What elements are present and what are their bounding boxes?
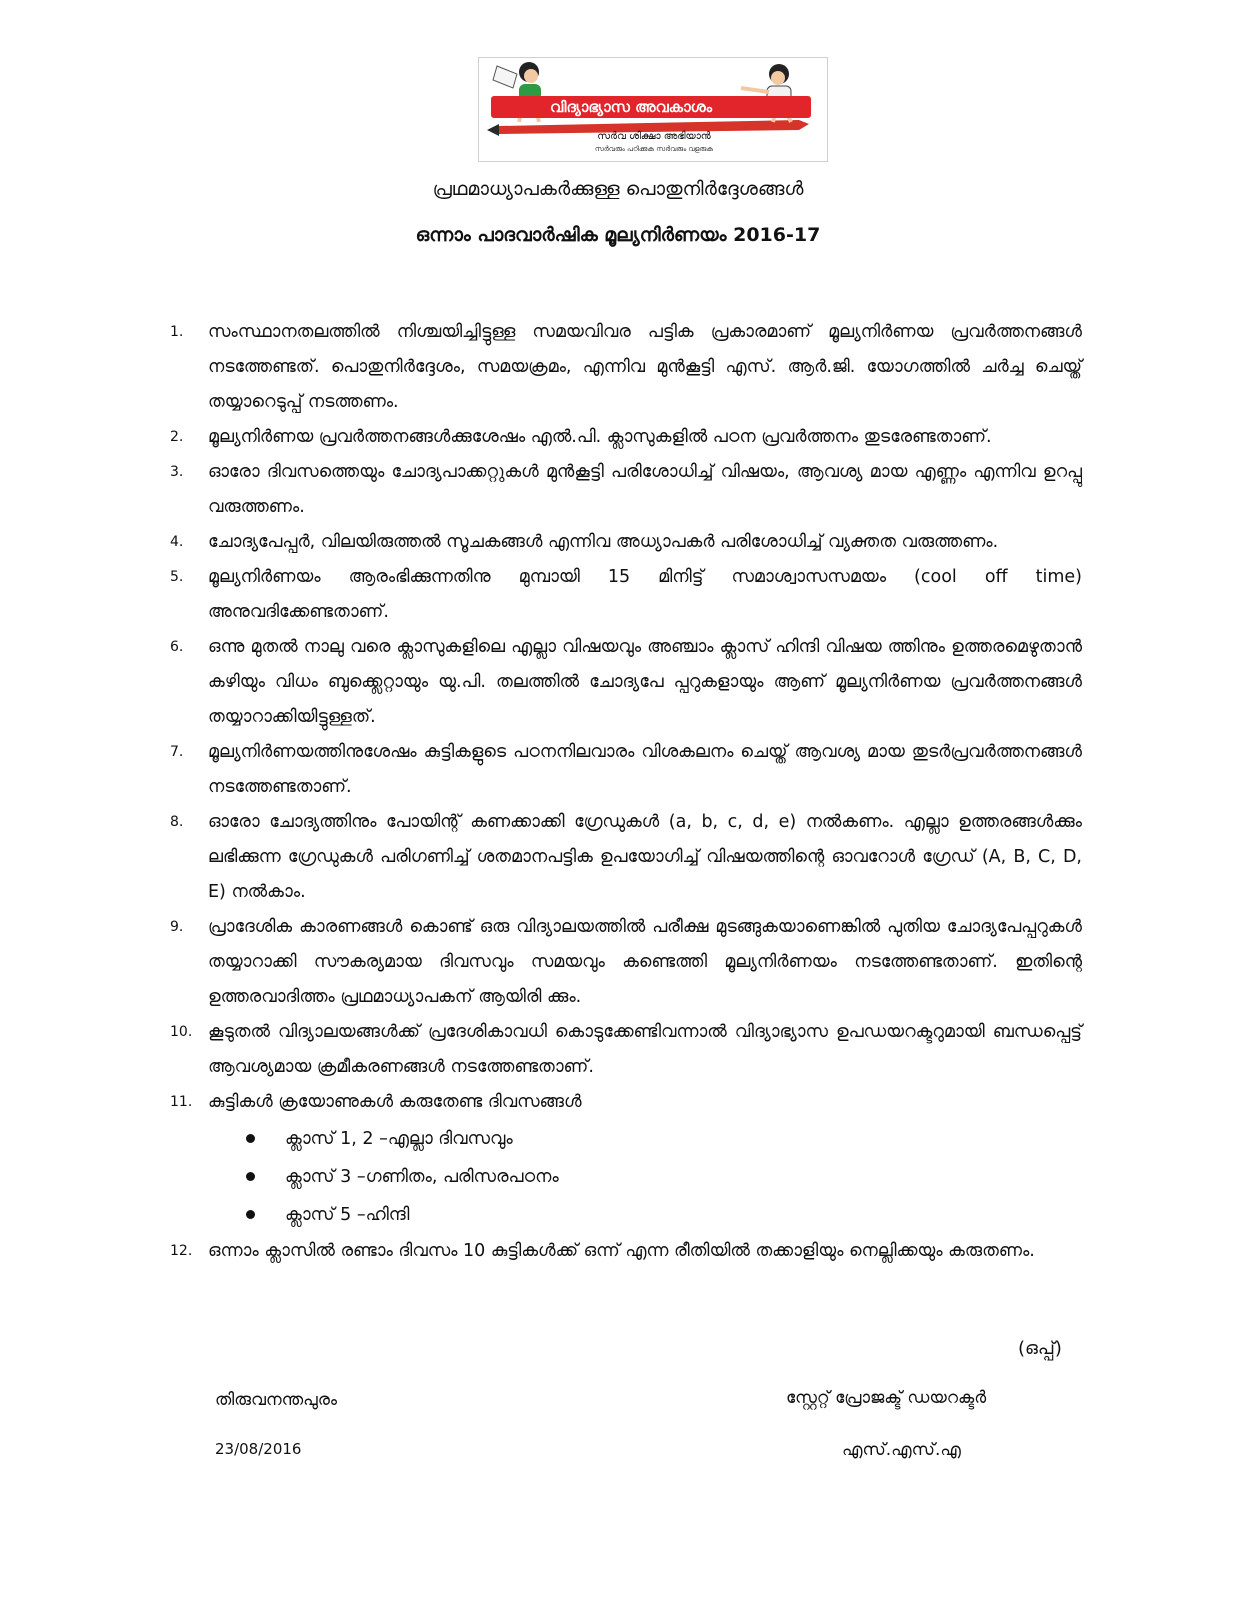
logo-title: വിദ്യാഭ്യാസ അവകാശം: [550, 98, 712, 116]
list-item-4: [170, 525, 1082, 560]
item-number: 9.: [170, 919, 184, 935]
bullet-text: ക്ലാസ് 3 –ഗണിതം, പരിസരപഠനം: [285, 1167, 559, 1187]
bullet-text: ക്ലാസ് 5 –ഹിന്ദി: [285, 1205, 410, 1225]
item-number: 1.: [170, 324, 184, 340]
item-text: ഒന്നാം ക്ലാസിൽ രണ്ടാം ദിവസം 10 കുട്ടികൾക്ക് ഒന്ന് എന്ന രീതിയിൽ തക്കാളിയും നെല്ലിക്കയും കരുതണം.: [208, 1241, 1035, 1261]
item-text: സംസ്ഥാനതലത്തിൽ നിശ്ചയിച്ചിട്ടുള്ള സമയവിവര പട്ടിക പ്രകാരമാണ് മൂല്യനിർണയ പ്രവർത്തനങ്ങൾ നടത്തേണ്ടത്. പൊതുനിർദ്ദേശം, സമയക്രമം, എന്നിവ മുൻകൂട്ടി എസ്. ആർ.ജി. യോഗത്തിൽ ചർച്ച ചെയ്ത് തയ്യാറെടുപ്പ് നടത്തണം.: [208, 322, 1082, 412]
bullet-icon: [246, 1210, 255, 1219]
document-heading: പ്രഥമാധ്യാപകർക്കുള്ള പൊതുനിർദ്ദേശങ്ങൾ: [432, 178, 804, 200]
item-text: ഓരോ ദിവസത്തെയും ചോദ്യപാക്കറ്റുകൾ മുൻകൂട്ടി പരിശോധിച്ച് വിഷയം, ആവശ്യ മായ എണ്ണം എന്നിവ ഉറപ്പു വരുത്തണം.: [208, 462, 1082, 517]
item-number: 6.: [170, 639, 184, 655]
place-name: തിരുവനന്തപുരം: [215, 1390, 337, 1410]
item-text: ഒന്നു മുതൽ നാലു വരെ ക്ലാസുകളിലെ എല്ലാ വിഷയവും അഞ്ചാം ക്ലാസ് ഹിന്ദി വിഷയ ത്തിനും ഉത്തരമെഴുതാൻ കഴിയും വിധം ബുക്ക്ലെറ്റായും യു.പി. തലത്തിൽ ചോദ്യപേ പ്പറുകളായും ആണ് മൂല്യനിർണയ പ്രവർത്തനങ്ങൾ തയ്യാറാക്കിയിട്ടുള്ളത്.: [208, 637, 1082, 727]
signatory-designation: സ്റ്റേറ്റ് പ്രോജക്ട് ഡയറക്ടർ: [786, 1388, 987, 1408]
item-text: കുട്ടികൾ ക്രയോണുകൾ കരുതേണ്ട ദിവസങ്ങൾ: [208, 1092, 582, 1112]
list-item-6: [170, 630, 1082, 735]
item-text: കൂടുതൽ വിദ്യാലയങ്ങൾക്ക് പ്രദേശികാവധി കൊടുക്കേണ്ടിവന്നാൽ വിദ്യാഭ്യാസ ഉപഡയറക്ടറുമായി ബന്ധപ്പെട്ട് ആവശ്യമായ ക്രമീകരണങ്ങൾ നടത്തേണ്ടതാണ്.: [208, 1022, 1082, 1077]
item-number: 10.: [170, 1024, 193, 1040]
bullet-item: [170, 1158, 1082, 1196]
list-item-2: [170, 420, 1082, 455]
item-number: 3.: [170, 464, 184, 480]
item-text: മൂല്യനിർണയ പ്രവർത്തനങ്ങൾക്കുശേഷം എൽ.പി. ക്ലാസുകളിൽ പഠന പ്രവർത്തനം തുടരേണ്ടതാണ്.: [208, 427, 992, 447]
logo-subtitle: സർവ ശിക്ഷാ അഭിയാൻ: [597, 131, 711, 142]
item-number: 4.: [170, 534, 184, 550]
item-number: 5.: [170, 569, 184, 585]
item-number: 11.: [170, 1094, 193, 1110]
bullet-text: ക്ലാസ് 1, 2 –എല്ലാ ദിവസവും: [285, 1129, 513, 1149]
item-text: ചോദ്യപേപ്പർ, വിലയിരുത്തൽ സൂചകങ്ങൾ എന്നിവ അധ്യാപകർ പരിശോധിച്ച് വ്യക്തത വരുത്തണം.: [208, 532, 999, 552]
list-item-11: [170, 1085, 1082, 1120]
list-item-1: [170, 315, 1082, 420]
document-date: 23/08/2016: [215, 1440, 302, 1458]
item-text: മൂല്യനിർണയം ആരംഭിക്കുന്നതിനു മുമ്പായി 15 മിനിട്ട് സമാശ്വാസസമയം (cool off time) അനുവദിക്കേണ്ടതാണ്.: [208, 567, 1082, 622]
item-text: മൂല്യനിർണയത്തിനുശേഷം കുട്ടികളുടെ പഠനനിലവാരം വിശകലനം ചെയ്ത് ആവശ്യ മായ തുടർപ്രവർത്തനങ്ങൾ നടത്തേണ്ടതാണ്.: [208, 742, 1082, 797]
item-text: പ്രാദേശിക കാരണങ്ങൾ കൊണ്ട് ഒരു വിദ്യാലയത്തിൽ പരീക്ഷ മുടങ്ങുകയാണെങ്കിൽ പുതിയ ചോദ്യപേപ്പറുകൾ തയ്യാറാക്കി സൗകര്യമായ ദിവസവും സമയവും കണ്ടെത്തി മൂല്യനിർണയം നടത്തേണ്ടതാണ്. ഇതിന്റെ ഉത്തരവാദിത്തം പ്രഥമാധ്യാപകന് ആയിരി ക്കും.: [208, 917, 1082, 1007]
list-item-5: [170, 560, 1082, 630]
bullet-item: [170, 1120, 1082, 1158]
bullet-item: [170, 1196, 1082, 1234]
list-item-3: [170, 455, 1082, 525]
item-number: 12.: [170, 1243, 193, 1259]
item-text: ഓരോ ചോദ്യത്തിനും പോയിന്റ് കണക്കാക്കി ഗ്രേഡുകൾ (a, b, c, d, e) നൽകണം. എല്ലാ ഉത്തരങ്ങൾക്കും ലഭിക്കുന്ന ഗ്രേഡുകൾ പരിഗണിച്ച് ശതമാനപട്ടിക ഉപയോഗിച്ച് വിഷയത്തിന്റെ ഓവറോൾ ഗ്രേഡ് (A, B, C, D, E) നൽകാം.: [208, 812, 1082, 902]
signature-mark: (ഒപ്പ്): [1018, 1338, 1062, 1359]
list-item-7: [170, 735, 1082, 805]
item-number: 2.: [170, 429, 184, 445]
item-number: 8.: [170, 814, 184, 830]
document-title: ഒന്നാം പാദവാർഷിക മൂല്യനിർണയം 2016-17: [415, 224, 821, 246]
list-item-10: [170, 1015, 1082, 1085]
crayon-days-list: [170, 1120, 1082, 1234]
list-item-12: [170, 1234, 1082, 1269]
logo-motto: സർവരും പഠിക്കുക സർവരും വളരുക: [594, 145, 714, 153]
instruction-list: [170, 315, 1082, 1269]
list-item-9: [170, 910, 1082, 1015]
organization-name: എസ്.എസ്.എ: [842, 1440, 961, 1460]
list-item-8: [170, 805, 1082, 910]
item-number: 7.: [170, 744, 184, 760]
bullet-icon: [246, 1172, 255, 1181]
ssa-logo: [478, 57, 828, 162]
bullet-icon: [246, 1134, 255, 1143]
